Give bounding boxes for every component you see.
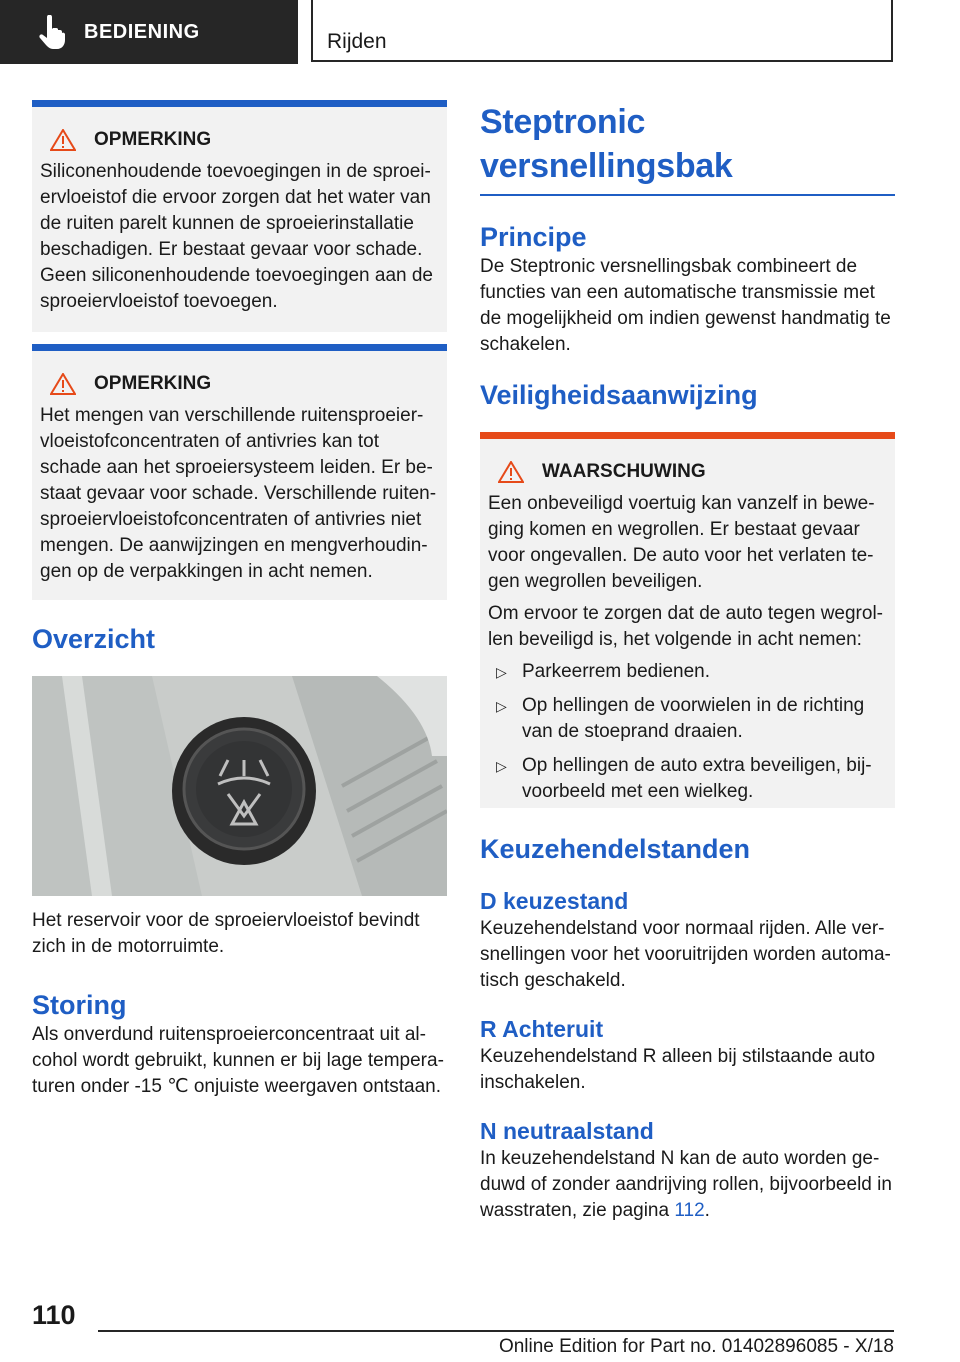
notice-2-title: OPMERKING (94, 373, 212, 394)
r-position-text: Keuzehendelstand R alleen bij stilstaande auto inschakelen. (480, 1046, 876, 1093)
principle-text: De Steptronic versnellingsbak combineert de functies van een automatische transmissie met de mogelijkheid om indien gewenst handmatig te schakelen. (480, 256, 891, 355)
triangle-bullet-icon: ▷ (496, 698, 507, 714)
positions-heading: Keuzehendelstanden (480, 834, 751, 864)
warning-title: WAARSCHUWING (542, 461, 706, 482)
list-item: ▷ Parkeerrem bedienen. (488, 659, 887, 685)
notice-1-text: Siliconenhoudende toevoegingen in de sproei-ervloeistof die ervoor zorgen dat het water van de ruiten parelt kunnen de sproeierinstallatie beschadigen. Er bestaat gevaar voor schade. Geen siliconenhoudende toevoegingen aan de sproeiervloeistof toevoegen. (40, 161, 433, 312)
n-position-text: In keuzehendelstand N kan de auto worden ge-duwd of zonder aandrijving rollen, bijvoorbeeld in wasstraten, zie pagina 112. (480, 1148, 892, 1221)
section-label: Rijden (327, 30, 387, 53)
section-header (311, 0, 893, 62)
overview-heading: Overzicht (32, 624, 156, 654)
fault-text: Als onverdund ruitensproeierconcentraat uit al-cohol wordt gebruikt, kunnen er bij lage tempera-turen onder -15 ℃ onjuiste weergaven ontstaan. (32, 1024, 444, 1097)
list-item: ▷ Op hellingen de voorwielen in de richting van de stoeprand draaien. (488, 693, 887, 745)
page-number: 110 (32, 1300, 76, 1330)
notice-1-title: OPMERKING (94, 129, 212, 150)
chapter-tab[interactable] (0, 0, 298, 64)
chapter-label: BEDIENING (84, 20, 200, 43)
list-item: ▷ Op hellingen de auto extra beveiligen, bij-voorbeeld met een wielkeg. (488, 753, 887, 805)
triangle-bullet-icon: ▷ (496, 758, 507, 774)
warning-list (488, 659, 887, 805)
r-position-heading: R Achteruit (480, 1016, 604, 1042)
footer-divider (98, 1330, 894, 1332)
warning-text-2: Om ervoor te zorgen dat de auto tegen wegrol-len beveiligd is, het volgende in acht nemen: (488, 603, 884, 650)
warning-triangle-icon (50, 373, 76, 395)
washer-reservoir-photo (32, 676, 447, 896)
principle-heading: Principe (480, 222, 587, 252)
n-position-heading: N neutraalstand (480, 1118, 654, 1144)
page-title: Steptronic versnellingsbak (480, 100, 895, 196)
notice-2-text: Het mengen van verschillende ruitensproeier-vloeistofconcentraten of antivries kan tot schade aan het sproeiersysteem leiden. Er be-staat gevaar voor schade. Verschillende ruiten-sproeiervloeistofconcentraten of antivries niet mengen. De aanwijzingen en mengverhoudin-gen op de verpakkingen in acht nemen. (40, 405, 437, 582)
left-column (32, 100, 447, 1100)
notice-box-1 (32, 100, 447, 332)
triangle-bullet-icon: ▷ (496, 664, 507, 680)
notice-box-2 (32, 344, 447, 600)
safety-heading: Veiligheidsaanwijzing (480, 380, 758, 410)
d-position-text: Keuzehendelstand voor normaal rijden. Alle ver-snellingen voor het vooruitrijden worden automa-tisch geschakeld. (480, 918, 891, 991)
warning-triangle-icon (498, 461, 524, 483)
page-link[interactable]: 112 (674, 1200, 705, 1221)
right-column (480, 100, 895, 1224)
fault-heading: Storing (32, 990, 127, 1020)
warning-triangle-icon (50, 129, 76, 151)
edition-text: Online Edition for Part no. 01402896085 - X/18 (498, 1336, 894, 1357)
warning-text-1: Een onbeveiligd voertuig kan vanzelf in bewe-ging komen en wegrollen. Er bestaat gevaar voor ongevallen. De auto voor het verlaten te-gen wegrollen beveiligen. (488, 493, 875, 592)
overview-caption: Het reservoir voor de sproeiervloeistof bevindt zich in de motorruimte. (32, 910, 420, 957)
warning-box (480, 432, 895, 808)
hand-pointer-icon (38, 15, 66, 49)
d-position-heading: D keuzestand (480, 888, 629, 914)
